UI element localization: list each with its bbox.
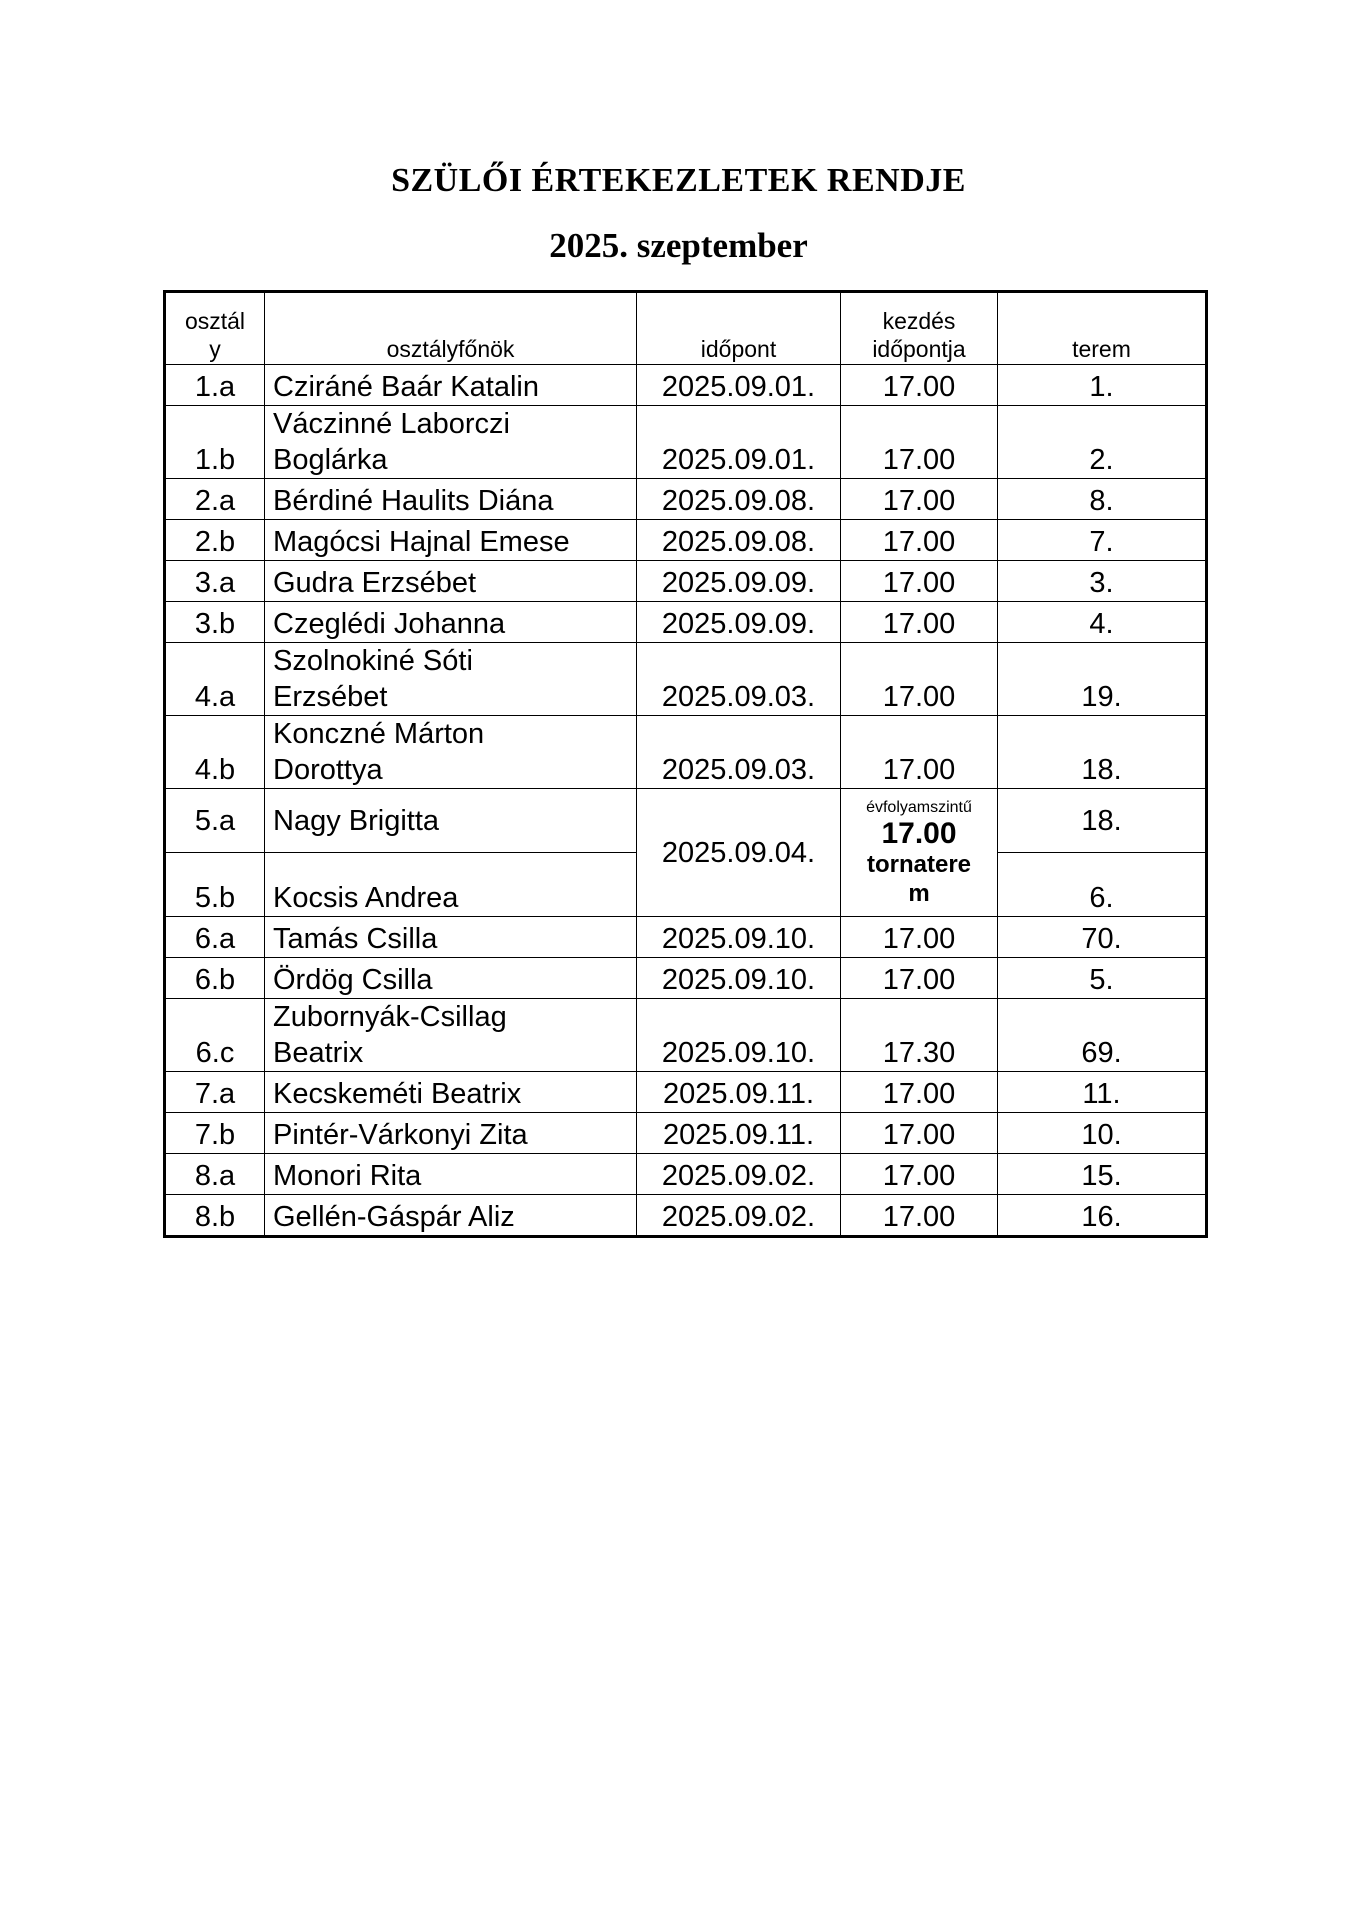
time-cell: 17.00 (841, 958, 998, 999)
class-cell: 1.b (165, 406, 265, 479)
date-cell: 2025.09.02. (637, 1195, 841, 1237)
room-cell: 7. (998, 520, 1207, 561)
teacher-cell (265, 561, 637, 602)
table-row (165, 561, 1207, 602)
teacher-name-line2: Beatrix (273, 1037, 364, 1069)
teacher-name-line1: Váczinné Laborczi (273, 408, 510, 440)
date-cell: 2025.09.10. (637, 958, 841, 999)
header-terem: terem (998, 292, 1207, 365)
table-row (165, 999, 1207, 1072)
page-subtitle: 2025. szeptember (549, 226, 808, 265)
teacher-cell (265, 602, 637, 643)
teacher-name-line1: Konczné Márton (273, 718, 485, 750)
teacher-cell (265, 479, 637, 520)
table-row (165, 602, 1207, 643)
table-row (165, 365, 1207, 406)
room-cell: 70. (998, 917, 1207, 958)
date-cell: 2025.09.08. (637, 479, 841, 520)
teacher-name-line1: Bérdiné Haulits Diána (273, 485, 554, 517)
room-cell: 11. (998, 1072, 1207, 1113)
class-cell: 1.a (165, 365, 265, 406)
class-cell: 7.b (165, 1113, 265, 1154)
teacher-name-line1: Pintér-Várkonyi Zita (273, 1119, 528, 1151)
date-cell: 2025.09.08. (637, 520, 841, 561)
room-cell: 19. (998, 643, 1207, 716)
class-cell: 5.a (165, 789, 265, 853)
header-kezdes-line2: időpontja (872, 336, 966, 362)
class-cell: 4.b (165, 716, 265, 789)
room-cell: 4. (998, 602, 1207, 643)
date-cell: 2025.09.01. (637, 406, 841, 479)
teacher-cell (265, 1072, 637, 1113)
teacher-name-line1: Gellén-Gáspár Aliz (273, 1201, 515, 1233)
class-cell: 4.a (165, 643, 265, 716)
date-cell: 2025.09.10. (637, 917, 841, 958)
place-line1: tornatere (866, 850, 972, 878)
teacher-cell: Nagy Brigitta (265, 789, 637, 853)
teacher-name-line1: Zubornyák-Csillag (273, 1001, 507, 1033)
room-cell: 18. (998, 716, 1207, 789)
teacher-cell (265, 643, 637, 716)
time-cell: 17.00 (841, 917, 998, 958)
table-row (165, 1154, 1207, 1195)
teacher-cell (265, 365, 637, 406)
class-cell: 7.a (165, 1072, 265, 1113)
time-cell: 17.00 (841, 561, 998, 602)
schedule-table (163, 290, 1208, 1238)
header-osztaly-line1: osztál (184, 308, 246, 334)
teacher-name-line1: Gudra Erzsébet (273, 567, 477, 599)
time-cell: 17.00 (841, 520, 998, 561)
room-cell: 15. (998, 1154, 1207, 1195)
table-row (165, 520, 1207, 561)
teacher-cell (265, 1154, 637, 1195)
room-cell: 16. (998, 1195, 1207, 1237)
header-kezdes-line1: kezdés (882, 308, 956, 334)
teacher-name-line1: Kecskeméti Beatrix (273, 1078, 522, 1110)
header-idopont: időpont (637, 292, 841, 365)
place-line2: m (908, 879, 930, 907)
date-cell: 2025.09.03. (637, 643, 841, 716)
class-cell: 3.b (165, 602, 265, 643)
teacher-name-line1: Ördög Csilla (273, 964, 433, 996)
header-osztaly-line2: y (209, 336, 221, 362)
teacher-cell (265, 999, 637, 1072)
teacher-cell (265, 520, 637, 561)
table-row (165, 643, 1207, 716)
class-cell: 2.a (165, 479, 265, 520)
time-cell: 17.00 (841, 1072, 998, 1113)
teacher-cell (265, 1195, 637, 1237)
time-cell: 17.00 (841, 1195, 998, 1237)
teacher-name-line1: Czeglédi Johanna (273, 608, 506, 640)
room-cell: 6. (998, 853, 1207, 917)
table-row (165, 1195, 1207, 1237)
table-row (165, 917, 1207, 958)
time-cell: 17.00 (841, 365, 998, 406)
note-evfolyamszintu: évfolyamszintű (866, 798, 972, 816)
teacher-cell: Kocsis Andrea (265, 853, 637, 917)
time-cell: 17.30 (841, 999, 998, 1072)
time-cell: 17.00 (841, 716, 998, 789)
class-cell: 6.c (165, 999, 265, 1072)
table-row (165, 789, 1207, 853)
teacher-cell (265, 716, 637, 789)
header-kezdes (841, 292, 998, 365)
teacher-name-line1: Monori Rita (273, 1160, 422, 1192)
page-title: SZÜLŐI ÉRTEKEZLETEK RENDJE (391, 162, 966, 199)
time-cell: 17.00 (841, 1154, 998, 1195)
header-osztalyfonok: osztályfőnök (265, 292, 637, 365)
header-row (165, 292, 1207, 365)
header-osztaly (165, 292, 265, 365)
class-cell: 5.b (165, 853, 265, 917)
time-cell: 17.00 (841, 643, 998, 716)
room-cell: 5. (998, 958, 1207, 999)
table-row (165, 479, 1207, 520)
room-cell: 3. (998, 561, 1207, 602)
time-cell (841, 789, 998, 917)
teacher-name-line1: Magócsi Hajnal Emese (273, 526, 570, 558)
table-row (165, 716, 1207, 789)
merged-time: 17.00 (881, 816, 957, 850)
class-cell: 8.b (165, 1195, 265, 1237)
room-cell: 69. (998, 999, 1207, 1072)
date-cell: 2025.09.01. (637, 365, 841, 406)
teacher-name-line1: Szolnokiné Sóti (273, 645, 473, 677)
class-cell: 2.b (165, 520, 265, 561)
room-cell: 18. (998, 789, 1207, 853)
teacher-cell (265, 1113, 637, 1154)
class-cell: 6.b (165, 958, 265, 999)
room-cell: 8. (998, 479, 1207, 520)
room-cell: 10. (998, 1113, 1207, 1154)
teacher-name-line2: Erzsébet (273, 681, 388, 713)
date-cell: 2025.09.09. (637, 561, 841, 602)
teacher-name-line1: Tamás Csilla (273, 923, 438, 955)
class-cell: 6.a (165, 917, 265, 958)
time-cell: 17.00 (841, 406, 998, 479)
date-cell: 2025.09.11. (637, 1072, 841, 1113)
table-row (165, 958, 1207, 999)
date-cell: 2025.09.02. (637, 1154, 841, 1195)
class-cell: 3.a (165, 561, 265, 602)
date-cell: 2025.09.09. (637, 602, 841, 643)
date-cell: 2025.09.10. (637, 999, 841, 1072)
date-cell: 2025.09.11. (637, 1113, 841, 1154)
table-row (165, 1072, 1207, 1113)
teacher-name-line2: Dorottya (273, 754, 383, 786)
teacher-cell (265, 958, 637, 999)
class-cell: 8.a (165, 1154, 265, 1195)
date-cell: 2025.09.03. (637, 716, 841, 789)
table-row (165, 1113, 1207, 1154)
teacher-name-line2: Boglárka (273, 444, 388, 476)
time-cell: 17.00 (841, 479, 998, 520)
teacher-name-line1: Cziráné Baár Katalin (273, 371, 539, 403)
room-cell: 2. (998, 406, 1207, 479)
table-row (165, 406, 1207, 479)
teacher-cell (265, 406, 637, 479)
teacher-cell (265, 917, 637, 958)
date-cell: 2025.09.04. (637, 789, 841, 917)
room-cell: 1. (998, 365, 1207, 406)
time-cell: 17.00 (841, 1113, 998, 1154)
time-cell: 17.00 (841, 602, 998, 643)
